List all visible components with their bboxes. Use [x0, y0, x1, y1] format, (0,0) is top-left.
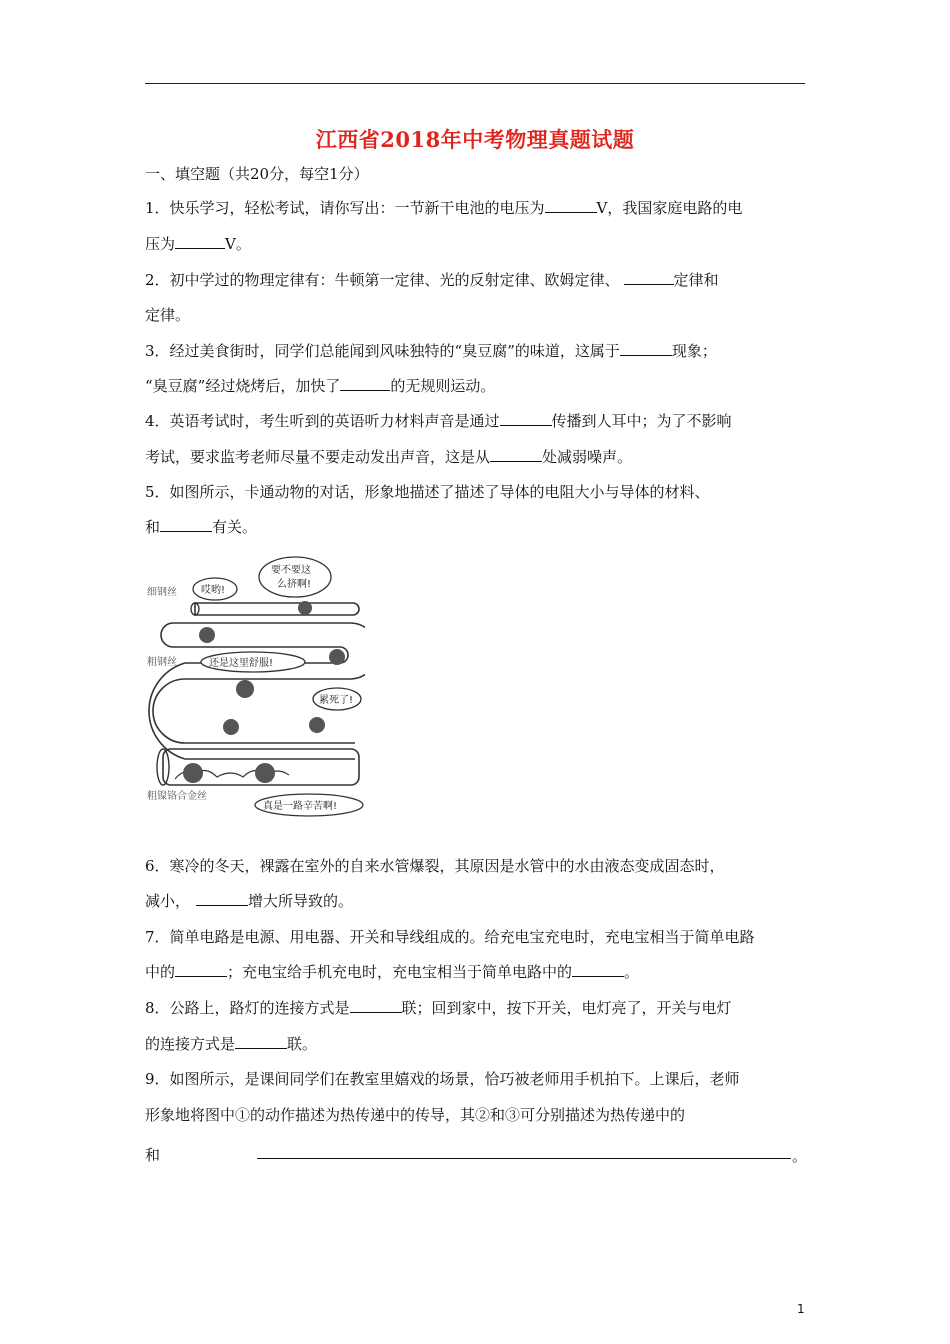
- question-text: 6．寒冷的冬天，裸露在室外的自来水管爆裂，其原因是水管中的水由液态变成固态时，: [145, 857, 725, 875]
- answer-blank: [175, 234, 225, 249]
- question-8-line-1: [145, 998, 807, 1018]
- question-4-line-1: [145, 411, 807, 431]
- bubble-text-2b: 么挤啊!: [277, 579, 312, 590]
- question-text: 1．快乐学习，轻松考试，请你写出：一节新干电池的电压为: [145, 199, 545, 217]
- question-7-line-2: [145, 962, 807, 982]
- section-heading: 一、填空题（共20分，每空1分）: [145, 165, 369, 183]
- question-6-line-1: [145, 856, 807, 876]
- header-rule: [145, 83, 805, 84]
- answer-blank: [340, 376, 390, 391]
- question-text: 3．经过美食街时，同学们总能闻到风味独特的“臭豆腐”的味道，这属于: [145, 342, 620, 360]
- answer-blank: [160, 517, 212, 532]
- question-text: 8．公路上，路灯的连接方式是: [145, 999, 350, 1017]
- page-number: 1: [797, 1302, 805, 1316]
- question-text: 压为: [145, 235, 176, 253]
- label-alloy-wire: 粗镍铬合金丝: [147, 791, 207, 802]
- question-text: 传播到人耳中；为了不影响: [551, 412, 732, 430]
- question-8-line-2: [145, 1034, 807, 1054]
- question-text: 和: [145, 1146, 161, 1164]
- question-3-line-2: [145, 376, 807, 396]
- question-text: 联。: [287, 1035, 318, 1053]
- speech-bubble: [259, 557, 331, 597]
- question-text: 处减弱噪声。: [542, 448, 633, 466]
- question-5-line-1: [145, 482, 807, 502]
- question-text: 定律和: [673, 271, 719, 289]
- wire-resistance-cartoon: [145, 553, 365, 818]
- question-text: “臭豆腐”经过烧烤后，加快了: [145, 377, 341, 395]
- answer-blank: [620, 341, 672, 356]
- question-text: 7．简单电路是电源、用电器、开关和导线组成的。给充电宝充电时，充电宝相当于简单电路: [145, 928, 755, 946]
- question-text: 有关。: [212, 518, 258, 536]
- answer-blank: [350, 998, 402, 1013]
- thick-wire: [153, 623, 365, 743]
- answer-blank: [624, 270, 674, 285]
- label-thick-wire: 粗钢丝: [147, 657, 177, 668]
- question-text: 2．初中学过的物理定律有：牛顿第一定律、光的反射定律、欧姆定律、: [145, 271, 620, 289]
- answer-blank: [500, 411, 552, 426]
- question-7-line-1: [145, 927, 807, 947]
- question-text: V，我国家庭电路的电: [596, 199, 743, 217]
- question-9-line-3: [145, 1145, 807, 1165]
- answer-blank: [175, 962, 227, 977]
- page-title: 江西省2018年中考物理真题试题: [315, 127, 635, 152]
- answer-blank: [196, 891, 248, 906]
- question-1-line-1: [145, 198, 807, 218]
- answer-blank-long: [257, 1158, 791, 1159]
- question-4-line-2: [145, 447, 807, 467]
- question-text: 4．英语考试时，考生听到的英语听力材料声音是通过: [145, 412, 500, 430]
- question-text: 现象；: [671, 342, 717, 360]
- bubble-text-4: 累死了!: [319, 695, 354, 706]
- question-9-end: 。: [792, 1147, 808, 1165]
- answer-blank: [490, 447, 542, 462]
- answer-blank: [545, 198, 597, 213]
- question-9-line-1: [145, 1069, 807, 1089]
- question-text: 定律。: [145, 306, 191, 324]
- question-text: 9．如图所示，是课间同学们在教室里嬉戏的场景，恰巧被老师用手机拍下。上课后，老师: [145, 1070, 740, 1088]
- question-text: 的连接方式是: [145, 1035, 236, 1053]
- question-text: 增大所导致的。: [248, 892, 354, 910]
- thin-wire: [195, 603, 359, 615]
- question-text: 考试，要求监考老师尽量不要走动发出声音，这是从: [145, 448, 491, 466]
- question-2-line-2: [145, 305, 807, 325]
- question-1-line-2: [145, 234, 807, 254]
- question-text: 5．如图所示，卡通动物的对话，形象地描述了描述了导体的电阻大小与导体的材料、: [145, 483, 710, 501]
- bubble-text-5: 真是一路辛苦啊!: [263, 801, 338, 812]
- answer-blank: [235, 1034, 287, 1049]
- question-3-line-1: [145, 341, 807, 361]
- bubble-text-1: 哎哟!: [201, 585, 226, 596]
- question-text: 形象地将图中①的动作描述为热传递中的传导，其②和③可分别描述为热传递中的: [145, 1106, 686, 1124]
- question-text: ；充电宝给手机充电时，充电宝相当于简单电路中的: [227, 963, 573, 981]
- question-2-line-1: [145, 270, 807, 290]
- question-text: 和: [145, 518, 161, 536]
- bubble-text-2a: 要不要这: [271, 565, 311, 576]
- question-text: 中的: [145, 963, 176, 981]
- question-6-line-2: [145, 891, 807, 911]
- answer-blank: [572, 962, 624, 977]
- question-text: 。: [624, 963, 640, 981]
- bubble-text-3: 还是这里舒服!: [209, 658, 274, 669]
- question-5-line-2: [145, 517, 807, 537]
- question-text: 联；回到家中，按下开关，电灯亮了，开关与电灯: [401, 999, 732, 1017]
- question-text: 的无规则运动。: [390, 377, 496, 395]
- question-text: V。: [225, 235, 251, 253]
- question-text: 减小，: [145, 892, 191, 910]
- label-thin-wire: 细钢丝: [147, 587, 177, 598]
- question-9-line-2: [145, 1105, 807, 1125]
